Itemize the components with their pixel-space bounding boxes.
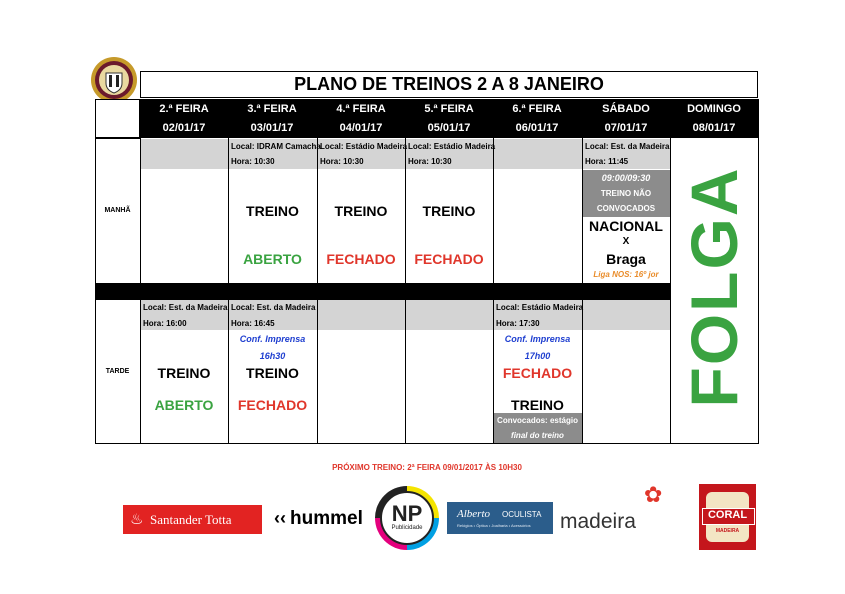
grid-line	[582, 138, 583, 444]
morning-tue-status: ABERTO	[243, 251, 302, 267]
afternoon-tue-press-time: 16h30	[259, 351, 286, 361]
afternoon-tue-label: TREINO	[246, 365, 299, 381]
santander-flame-icon: ♨	[130, 511, 144, 528]
sponsor-alberto-logo	[447, 502, 553, 534]
grid-line	[758, 99, 759, 444]
day-name-wed: 4.ª FEIRA	[336, 103, 386, 115]
coral-subtitle: MADEIRA	[715, 528, 740, 534]
afternoon-info-thu	[406, 300, 493, 330]
morning-wed-local: Local: Estádio Madeira	[320, 142, 408, 151]
morning-thu-hora: Hora: 10:30	[408, 157, 452, 166]
morning-wed-label: TREINO	[334, 203, 388, 219]
hummel-name: hummel	[290, 508, 363, 529]
day-name-sat: SÁBADO	[602, 103, 650, 115]
grid-line	[670, 138, 671, 444]
day-date-sun: 08/01/17	[692, 122, 736, 134]
afternoon-fri-status: FECHADO	[502, 365, 573, 381]
morning-thu-label: TREINO	[422, 203, 476, 219]
morning-tue-label: TREINO	[246, 203, 299, 219]
afternoon-fri-press: Conf. Imprensa	[504, 334, 571, 344]
grid-line	[95, 138, 96, 444]
period-label-morning: MANHÃ	[104, 207, 131, 214]
grid-line	[405, 138, 406, 444]
madeira-flower-icon: ✿	[644, 482, 663, 507]
day-name-fri: 6.ª FEIRA	[512, 103, 562, 115]
page-title: PLANO DE TREINOS 2 A 8 JANEIRO	[294, 74, 604, 94]
afternoon-info-wed	[318, 300, 405, 330]
afternoon-fri-local: Local: Estádio Madeira	[496, 303, 584, 312]
grid-line	[95, 138, 141, 139]
hummel-chevron-icon: ‹‹	[274, 508, 286, 528]
afternoon-mon-label: TREINO	[157, 365, 211, 381]
period-label-afternoon: TARDE	[105, 368, 130, 375]
morning-sat-local: Local: Est. da Madeira	[585, 142, 670, 151]
match-league: Liga NOS: 16º jor	[593, 270, 659, 279]
sponsor-madeira-logo	[560, 482, 672, 534]
sponsor-np-logo	[374, 485, 440, 551]
afternoon-fri-note-line1: Convocados: estágio	[497, 416, 578, 425]
sunday-rest-label: FOLGA	[677, 166, 751, 408]
afternoon-fri-note-line2: final do treino	[511, 431, 564, 440]
afternoon-tue-status: FECHADO	[237, 397, 308, 413]
afternoon-tue-local: Local: Est. da Madeira	[231, 303, 316, 312]
morning-sat-hora: Hora: 11:45	[585, 157, 629, 166]
alberto-tagline: Relógios • Óptica • Joalharia • Acessórios	[457, 523, 531, 528]
morning-info-fri	[494, 139, 582, 169]
sponsor-santander-logo	[123, 505, 262, 534]
grid-line	[95, 443, 759, 444]
morning-thu-status: FECHADO	[414, 251, 484, 267]
day-date-mon: 02/01/17	[162, 122, 206, 134]
morning-sat-note-line1: TREINO NÃO	[600, 189, 652, 198]
club-crest-logo	[90, 56, 138, 104]
day-name-tue: 3.ª FEIRA	[247, 103, 297, 115]
afternoon-fri-label: TREINO	[511, 397, 564, 413]
next-training-note: PRÓXIMO TREINO: 2ª FEIRA 09/01/2017 ÀS 10H30	[332, 463, 522, 472]
sponsor-coral-logo	[699, 484, 756, 550]
day-separator-bar	[95, 283, 670, 300]
afternoon-fri-hora: Hora: 17:30	[496, 319, 540, 328]
np-logo-subtitle: Publicidade	[391, 525, 423, 531]
morning-sat-time-range: 09:00/09:30	[601, 173, 651, 183]
day-name-thu: 5.ª FEIRA	[424, 103, 474, 115]
coral-name: CORAL	[707, 509, 748, 521]
match-away-team: Braga	[606, 251, 646, 267]
afternoon-mon-hora: Hora: 16:00	[143, 319, 187, 328]
alberto-suffix: OCULISTA	[502, 510, 542, 519]
santander-name: Santander Totta	[150, 512, 232, 527]
morning-tue-local: Local: IDRAM Camacha	[231, 142, 321, 151]
morning-info-mon	[141, 139, 228, 169]
np-logo-letters: NP	[391, 501, 423, 526]
madeira-name: madeira	[560, 510, 636, 533]
morning-wed-hora: Hora: 10:30	[320, 157, 364, 166]
day-name-sun: DOMINGO	[687, 103, 741, 115]
afternoon-mon-local: Local: Est. da Madeira	[143, 303, 228, 312]
morning-sat-note-line2: CONVOCADOS	[596, 204, 656, 213]
afternoon-info-sat	[583, 300, 670, 330]
day-date-sat: 07/01/17	[604, 122, 648, 134]
sponsor-hummel-logo	[274, 505, 369, 534]
grid-line	[317, 138, 318, 444]
afternoon-fri-press-time: 17h00	[524, 351, 551, 361]
day-date-tue: 03/01/17	[250, 122, 294, 134]
morning-thu-local: Local: Estádio Madeira	[408, 142, 496, 151]
day-date-thu: 05/01/17	[427, 122, 471, 134]
match-vs: X	[622, 236, 630, 247]
afternoon-tue-press: Conf. Imprensa	[239, 334, 306, 344]
afternoon-tue-hora: Hora: 16:45	[231, 319, 275, 328]
day-date-fri: 06/01/17	[515, 122, 559, 134]
afternoon-mon-status: ABERTO	[154, 397, 214, 413]
day-date-wed: 04/01/17	[339, 122, 383, 134]
morning-tue-hora: Hora: 10:30	[231, 157, 275, 166]
header-empty-cell	[95, 99, 140, 138]
morning-wed-status: FECHADO	[326, 251, 396, 267]
day-name-mon: 2.ª FEIRA	[159, 103, 209, 115]
match-home-team: NACIONAL	[589, 218, 663, 234]
alberto-name: Alberto	[457, 508, 490, 520]
